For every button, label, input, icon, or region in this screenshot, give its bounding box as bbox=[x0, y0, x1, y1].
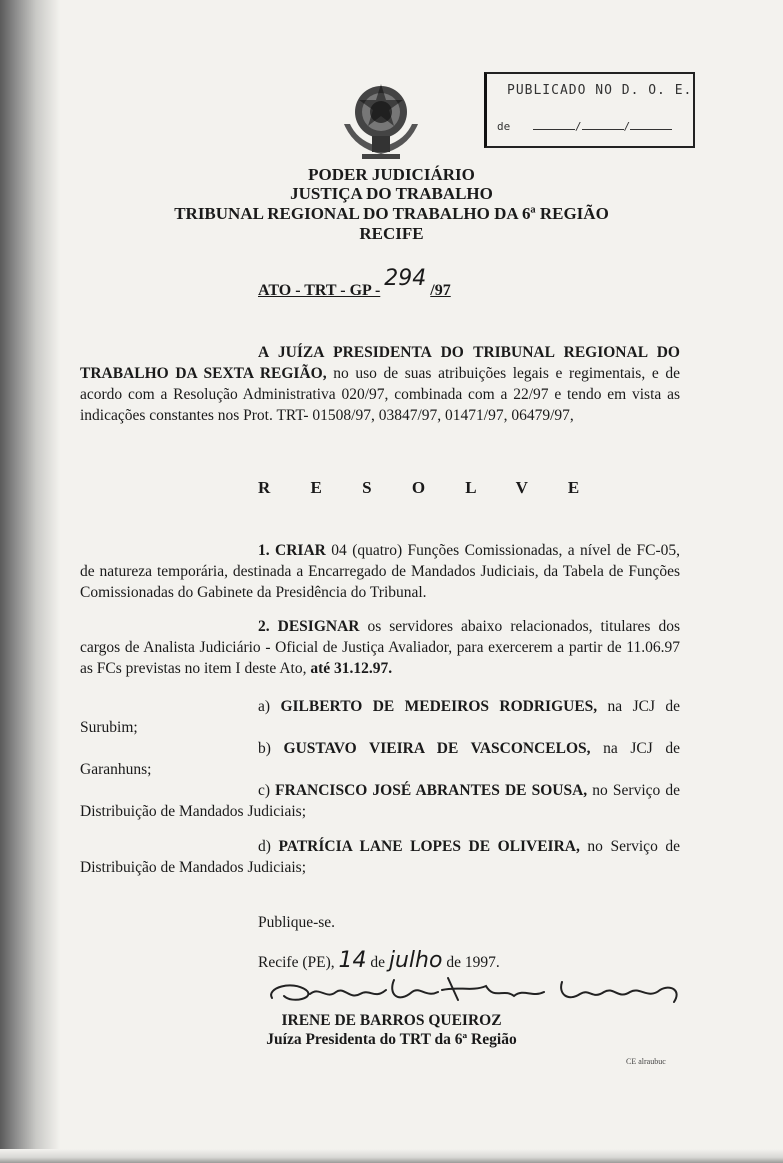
designee-place: na JCJ de Surubim; bbox=[80, 698, 680, 736]
header-power: PODER JUDICIÁRIO bbox=[308, 165, 475, 184]
designee-a bbox=[80, 696, 680, 738]
item-1-lead: 1. CRIAR bbox=[258, 542, 326, 559]
brazil-coat-of-arms-icon bbox=[332, 78, 430, 162]
header-justice: JUSTIÇA DO TRABALHO bbox=[290, 184, 493, 203]
stamp-title: PUBLICADO NO D. O. E. bbox=[507, 83, 693, 98]
date-de: de bbox=[446, 954, 461, 971]
designee-letter: b) bbox=[258, 740, 271, 757]
designee-name: FRANCISCO JOSÉ ABRANTES DE SOUSA, bbox=[275, 782, 588, 799]
preamble-text: no uso de suas atribuições legais e regimentais, e de acordo com a Resolução Administrativa 020/97, combinada com a 22/97 e tendo em vista as indicações constantes nos Prot. TRT- 01508/97, 03847/97, 01471/97, 06479/97, bbox=[80, 365, 680, 424]
date-year: 1997. bbox=[464, 954, 500, 971]
item-1-paragraph bbox=[80, 540, 680, 603]
act-number bbox=[258, 266, 451, 301]
header-tribunal: TRIBUNAL REGIONAL DO TRABALHO DA 6ª REGIÃO bbox=[174, 204, 609, 223]
stamp-date-label: de bbox=[497, 120, 511, 133]
act-prefix: ATO - TRT - GP - bbox=[258, 282, 381, 299]
footer-code: CE alraubuc bbox=[626, 1057, 666, 1066]
scan-bottom-edge bbox=[0, 1149, 783, 1163]
publication-stamp bbox=[484, 72, 695, 148]
designee-b bbox=[80, 738, 680, 780]
preamble-lead: A JUÍZA PRESIDENTA DO TRIBUNAL REGIONAL DO TRABALHO DA SEXTA REGIÃO, bbox=[80, 344, 680, 382]
item-2-text: os servidores abaixo relacionados, titulares dos cargos de Analista Judiciário - Oficial de Justiça Avaliador, para exercerem a partir de 11.06.97 as FCs previstas no item I deste Ato, bbox=[80, 618, 680, 677]
designee-name: PATRÍCIA LANE LOPES DE OLIVEIRA, bbox=[278, 838, 580, 855]
publish-text: Publique-se. bbox=[258, 914, 336, 931]
date-day-handwritten: 14 bbox=[338, 948, 367, 973]
header-city: RECIFE bbox=[359, 224, 424, 243]
preamble-paragraph bbox=[80, 342, 680, 426]
signature-scribble bbox=[262, 970, 692, 1018]
item-2-lead: 2. DESIGNAR bbox=[258, 618, 360, 635]
designee-place: no Serviço de Distribuição de Mandados Judiciais; bbox=[80, 782, 681, 820]
designee-d bbox=[80, 836, 680, 878]
signatory-title: Juíza Presidenta do TRT da 6ª Região bbox=[266, 1031, 517, 1048]
date-month-handwritten: julho bbox=[388, 948, 443, 973]
designee-c bbox=[80, 780, 680, 822]
stamp-date-line bbox=[497, 119, 672, 133]
designee-name: GILBERTO DE MEDEIROS RODRIGUES, bbox=[280, 698, 598, 715]
date-place: Recife (PE), bbox=[258, 954, 335, 971]
designee-place: no Serviço de Distribuição de Mandados Judiciais; bbox=[80, 838, 680, 876]
designee-letter: d) bbox=[258, 838, 271, 855]
item-1-text: 04 (quatro) Funções Comissionadas, a nível de FC-05, de natureza temporária, destinada a Encarregado de Mandados Judiciais, da Tabela de Funções Comissionadas do Gabinete da Presidência do Tribunal. bbox=[80, 542, 680, 601]
designee-letter: a) bbox=[258, 698, 271, 715]
resolve-heading: R E S O L V E bbox=[258, 478, 598, 497]
signatory-name: IRENE DE BARROS QUEIROZ bbox=[281, 1012, 502, 1029]
item-2-paragraph bbox=[80, 616, 680, 679]
act-suffix: /97 bbox=[430, 282, 451, 299]
designee-letter: c) bbox=[258, 782, 271, 799]
designee-place: na JCJ de Garanhuns; bbox=[80, 740, 680, 778]
stamp-date-sep: / bbox=[623, 120, 631, 133]
stamp-date-sep: / bbox=[574, 120, 582, 133]
designee-name: GUSTAVO VIEIRA DE VASCONCELOS, bbox=[283, 740, 591, 757]
act-number-handwritten: 294 bbox=[384, 266, 427, 291]
date-de: de bbox=[370, 954, 385, 971]
item-2-until: até 31.12.97. bbox=[310, 660, 393, 677]
